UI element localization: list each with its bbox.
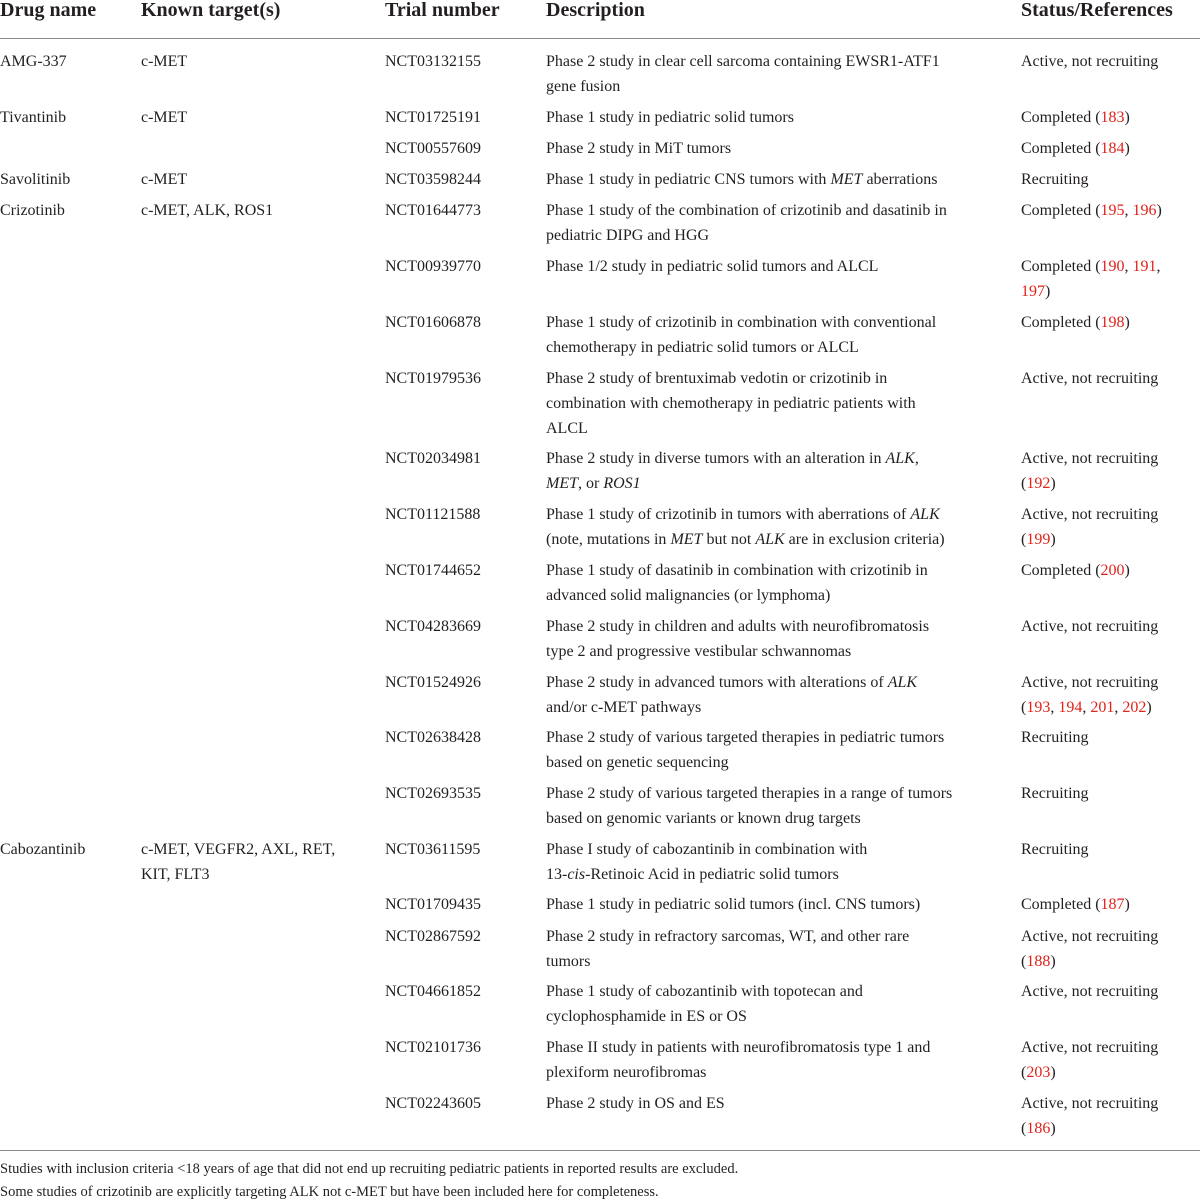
status-text: Active, not recruiting bbox=[1021, 1039, 1159, 1056]
gene-name: ALK bbox=[887, 674, 918, 691]
known-targets-cell bbox=[141, 837, 376, 887]
targets-line-2: KIT, FLT3 bbox=[141, 866, 210, 883]
description-line-2: advanced solid malignancies (or lymphoma) bbox=[546, 587, 831, 604]
trial-number-cell: NCT01524926 bbox=[385, 674, 481, 691]
status-punct: ) bbox=[1124, 562, 1130, 579]
status-punct: ) bbox=[1124, 140, 1130, 157]
gene-name: ALK bbox=[910, 506, 940, 523]
description-cell bbox=[546, 254, 1008, 279]
trial-number-cell: NCT01121588 bbox=[385, 506, 481, 523]
header-drug-name: Drug name bbox=[0, 0, 97, 21]
header-description: Description bbox=[546, 0, 645, 21]
status-text: Active, not recruiting bbox=[1021, 983, 1159, 1000]
description-line-1: Phase 2 study in MiT tumors bbox=[546, 140, 732, 157]
status-punct: ) bbox=[1045, 283, 1051, 300]
status-cell bbox=[1021, 781, 1200, 806]
description-line-3: ALCL bbox=[546, 420, 588, 437]
description-text: Phase 2 study in diverse tumors with an alteration in bbox=[546, 450, 886, 467]
description-cell bbox=[546, 614, 1008, 664]
description-text: are in exclusion criteria) bbox=[784, 531, 945, 548]
status-cell bbox=[1021, 979, 1200, 1004]
reference-link[interactable]: 194 bbox=[1058, 699, 1083, 716]
status-cell bbox=[1021, 614, 1200, 639]
status-text: Active, not recruiting bbox=[1021, 618, 1159, 635]
gene-name: cis bbox=[567, 866, 586, 883]
status-text: Completed ( bbox=[1021, 562, 1101, 579]
description-cell bbox=[546, 837, 1008, 887]
status-text: Active, not recruiting bbox=[1021, 53, 1159, 70]
trial-number-cell: NCT02101736 bbox=[385, 1039, 481, 1056]
description-line-2: tumors bbox=[546, 953, 591, 970]
description-cell bbox=[546, 502, 1008, 552]
description-line-1: Phase 2 study of brentuximab vedotin or crizotinib in bbox=[546, 370, 888, 387]
trial-number-cell: NCT02867592 bbox=[385, 928, 481, 945]
description-cell bbox=[546, 1035, 1008, 1085]
trial-number-cell: NCT03611595 bbox=[385, 841, 481, 858]
status-cell bbox=[1021, 49, 1200, 74]
status-cell bbox=[1021, 837, 1200, 862]
status-cell: Completed (195, 196) bbox=[1021, 202, 1162, 219]
status-punct: ) bbox=[1146, 699, 1152, 716]
description-text: but not bbox=[702, 531, 756, 548]
status-punct: ) bbox=[1124, 314, 1130, 331]
status-cell bbox=[1021, 105, 1200, 130]
description-line-1: Phase 1 study of dasatinib in combination with crizotinib in bbox=[546, 562, 928, 579]
status-cell bbox=[1021, 310, 1200, 335]
status-punct: ) bbox=[1156, 202, 1162, 219]
description-line-1: Phase 2 study in children and adults with neurofibromatosis bbox=[546, 618, 930, 635]
table-bottom-rule bbox=[0, 1150, 1200, 1151]
description-line-1: Phase 1 study of cabozantinib with topotecan and bbox=[546, 983, 863, 1000]
status-cell bbox=[1021, 725, 1200, 750]
status-text: Active, not recruiting bbox=[1021, 370, 1159, 387]
status-text: Completed ( bbox=[1021, 202, 1101, 219]
trial-number-cell: NCT01725191 bbox=[385, 109, 481, 126]
gene-name: ROS1 bbox=[603, 475, 641, 492]
reference-link[interactable]: 196 bbox=[1132, 202, 1157, 219]
description-cell bbox=[546, 1091, 1008, 1116]
known-targets-cell bbox=[141, 105, 376, 130]
status-text: Active, not recruiting bbox=[1021, 928, 1159, 945]
reference-link[interactable]: 184 bbox=[1100, 140, 1125, 157]
gene-name: ALK bbox=[755, 531, 785, 548]
status-cell bbox=[1021, 167, 1200, 192]
footnote-1: Studies with inclusion criteria <18 years of age that did not end up recruiting pediatric patients in reported results are excluded. bbox=[0, 1161, 739, 1177]
description-line-2: combination with chemotherapy in pediatric patients with bbox=[546, 395, 916, 412]
description-line-1: Phase 1 study of crizotinib in combination with conventional bbox=[546, 314, 937, 331]
drug-name-cell: Tivantinib bbox=[0, 109, 67, 126]
description-cell bbox=[546, 725, 1008, 775]
status-text: Recruiting bbox=[1021, 729, 1089, 746]
description-cell bbox=[546, 198, 1008, 248]
description-line-2: and/or c-MET pathways bbox=[546, 699, 702, 716]
description-cell bbox=[546, 892, 1008, 917]
status-punct: ) bbox=[1050, 1064, 1056, 1081]
reference-link[interactable]: 186 bbox=[1026, 1120, 1051, 1137]
header-trial-number: Trial number bbox=[385, 0, 500, 21]
status-text: Completed ( bbox=[1021, 258, 1101, 275]
description-line-1: Phase 1/2 study in pediatric solid tumors and ALCL bbox=[546, 258, 879, 275]
targets-line-1: c-MET bbox=[141, 53, 188, 70]
description-text: Phase 1 study in pediatric CNS tumors with bbox=[546, 171, 831, 188]
description-text: aberrations bbox=[862, 171, 938, 188]
reference-link[interactable]: 202 bbox=[1122, 699, 1147, 716]
reference-link[interactable]: 190 bbox=[1100, 258, 1125, 275]
status-punct: ) bbox=[1124, 896, 1130, 913]
description-line-1: Phase 2 study in refractory sarcomas, WT, and other rare bbox=[546, 928, 910, 945]
description-cell bbox=[546, 979, 1008, 1029]
reference-link[interactable]: 191 bbox=[1132, 258, 1157, 275]
table-header bbox=[0, 0, 1200, 39]
status-text: Active, not recruiting bbox=[1021, 506, 1159, 523]
reference-link[interactable]: 199 bbox=[1026, 531, 1051, 548]
description-cell bbox=[546, 136, 1008, 161]
trial-number-cell: NCT00557609 bbox=[385, 140, 481, 157]
trial-number-cell: NCT01606878 bbox=[385, 314, 481, 331]
header-known-targets: Known target(s) bbox=[141, 0, 281, 21]
status-text: Completed ( bbox=[1021, 140, 1101, 157]
targets-line-1: c-MET, ALK, ROS1 bbox=[141, 202, 274, 219]
status-cell: Active, not recruiting (186) bbox=[1021, 1095, 1159, 1137]
status-text: Recruiting bbox=[1021, 785, 1089, 802]
description-cell bbox=[546, 167, 1008, 192]
status-cell: Active, not recruiting (188) bbox=[1021, 928, 1159, 970]
description-text: Phase 1 study of crizotinib in tumors with aberrations of bbox=[546, 506, 911, 523]
reference-link[interactable]: 200 bbox=[1100, 562, 1125, 579]
reference-link[interactable]: 192 bbox=[1026, 475, 1051, 492]
description-cell bbox=[546, 781, 1008, 831]
header-status-references: Status/References bbox=[1021, 0, 1173, 21]
trial-number-cell: NCT04283669 bbox=[385, 618, 481, 635]
status-text: Completed ( bbox=[1021, 109, 1101, 126]
drug-name-cell: Crizotinib bbox=[0, 202, 65, 219]
description-line-2: cyclophosphamide in ES or OS bbox=[546, 1008, 747, 1025]
reference-link[interactable]: 201 bbox=[1090, 699, 1115, 716]
description-text: 13- bbox=[546, 866, 568, 883]
reference-link[interactable]: 193 bbox=[1026, 699, 1051, 716]
description-line-1: Phase 2 study in clear cell sarcoma containing EWSR1-ATF1 bbox=[546, 53, 940, 70]
known-targets-cell bbox=[141, 167, 376, 192]
description-line-1: Phase I study of cabozantinib in combination with bbox=[546, 841, 868, 858]
reference-link[interactable]: 195 bbox=[1100, 202, 1125, 219]
description-cell bbox=[546, 49, 1008, 99]
status-text: Completed ( bbox=[1021, 896, 1101, 913]
status-text: Active, not recruiting bbox=[1021, 1095, 1159, 1112]
description-line-1: Phase 2 study of various targeted therapies in pediatric tumors bbox=[546, 729, 945, 746]
status-text: Active, not recruiting bbox=[1021, 674, 1159, 691]
trial-number-cell: NCT03132155 bbox=[385, 53, 481, 70]
reference-link[interactable]: 188 bbox=[1026, 953, 1051, 970]
description-cell bbox=[546, 924, 1008, 974]
description-cell bbox=[546, 446, 1008, 496]
description-cell bbox=[546, 366, 1008, 441]
description-line-1: Phase 2 study in OS and ES bbox=[546, 1095, 725, 1112]
reference-link[interactable]: 203 bbox=[1026, 1064, 1051, 1081]
status-cell bbox=[1021, 366, 1200, 391]
trial-number-cell: NCT00939770 bbox=[385, 258, 481, 275]
trial-number-cell: NCT02034981 bbox=[385, 450, 481, 467]
trial-number-cell: NCT01979536 bbox=[385, 370, 481, 387]
status-cell bbox=[1021, 892, 1200, 917]
description-line-2: plexiform neurofibromas bbox=[546, 1064, 707, 1081]
description-text: , bbox=[914, 450, 919, 467]
status-punct: ) bbox=[1050, 475, 1056, 492]
description-line-1: Phase II study in patients with neurofibromatosis type 1 and bbox=[546, 1039, 931, 1056]
gene-name: MET bbox=[546, 475, 578, 492]
drug-name-cell: Savolitinib bbox=[0, 171, 71, 188]
description-line-2: chemotherapy in pediatric solid tumors or ALCL bbox=[546, 339, 859, 356]
trial-number-cell: NCT01709435 bbox=[385, 896, 481, 913]
description-line-2: based on genomic variants or known drug targets bbox=[546, 810, 861, 827]
status-punct: ) bbox=[1050, 1120, 1056, 1137]
reference-link[interactable]: 187 bbox=[1100, 896, 1125, 913]
gene-name: ALK bbox=[885, 450, 915, 467]
reference-link[interactable]: 198 bbox=[1100, 314, 1125, 331]
trial-number-cell: NCT01744652 bbox=[385, 562, 481, 579]
drug-name-cell: AMG-337 bbox=[0, 53, 67, 70]
known-targets-cell bbox=[141, 198, 376, 223]
status-cell bbox=[1021, 136, 1200, 161]
status-cell: Active, not recruiting (193, 194, 201, 202) bbox=[1021, 674, 1159, 716]
description-line-1: Phase 1 study in pediatric solid tumors bbox=[546, 109, 794, 126]
status-text: Completed ( bbox=[1021, 314, 1101, 331]
reference-link[interactable]: 183 bbox=[1100, 109, 1125, 126]
gene-name: MET bbox=[830, 171, 863, 188]
trial-number-cell: NCT01644773 bbox=[385, 202, 481, 219]
status-text: Recruiting bbox=[1021, 171, 1089, 188]
description-cell bbox=[546, 105, 1008, 130]
status-cell: Active, not recruiting (199) bbox=[1021, 506, 1159, 548]
known-targets-cell bbox=[141, 49, 376, 74]
gene-name: MET bbox=[670, 531, 703, 548]
description-line-1: Phase 1 study in pediatric solid tumors (incl. CNS tumors) bbox=[546, 896, 921, 913]
description-text: Phase 2 study in advanced tumors with alterations of bbox=[546, 674, 888, 691]
status-text: Active, not recruiting bbox=[1021, 450, 1159, 467]
description-text: (note, mutations in bbox=[546, 531, 671, 548]
status-cell: Completed (190, 191, 197) bbox=[1021, 258, 1161, 300]
targets-line-1: c-MET bbox=[141, 171, 188, 188]
description-line-2: pediatric DIPG and HGG bbox=[546, 227, 710, 244]
description-cell bbox=[546, 558, 1008, 608]
reference-link[interactable]: 197 bbox=[1021, 283, 1045, 300]
trial-number-cell: NCT02638428 bbox=[385, 729, 481, 746]
description-line-1: Phase 2 study of various targeted therapies in a range of tumors bbox=[546, 785, 953, 802]
description-text: , or bbox=[578, 475, 604, 492]
trial-number-cell: NCT02693535 bbox=[385, 785, 481, 802]
status-punct: ) bbox=[1050, 953, 1056, 970]
description-line-1: Phase 1 study of the combination of crizotinib and dasatinib in bbox=[546, 202, 947, 219]
description-line-2: based on genetic sequencing bbox=[546, 754, 729, 771]
description-line-2: type 2 and progressive vestibular schwannomas bbox=[546, 643, 852, 660]
status-cell: Active, not recruiting (192) bbox=[1021, 450, 1159, 492]
status-cell bbox=[1021, 558, 1200, 583]
description-text: -Retinoic Acid in pediatric solid tumors bbox=[585, 866, 839, 883]
description-cell bbox=[546, 310, 1008, 360]
targets-line-1: c-MET bbox=[141, 109, 188, 126]
description-line-2: gene fusion bbox=[546, 78, 621, 95]
status-punct: ) bbox=[1050, 531, 1056, 548]
status-punct: ) bbox=[1124, 109, 1130, 126]
footnote-2: Some studies of crizotinib are explicitly targeting ALK not c-MET but have been included here for completeness. bbox=[0, 1184, 659, 1200]
trial-number-cell: NCT03598244 bbox=[385, 171, 481, 188]
status-text: Recruiting bbox=[1021, 841, 1089, 858]
drug-name-cell: Cabozantinib bbox=[0, 841, 86, 858]
trial-number-cell: NCT02243605 bbox=[385, 1095, 481, 1112]
trial-number-cell: NCT04661852 bbox=[385, 983, 481, 1000]
description-cell bbox=[546, 670, 1008, 720]
targets-line-1: c-MET, VEGFR2, AXL, RET, bbox=[141, 841, 336, 858]
status-punct: , bbox=[1156, 258, 1161, 275]
status-cell: Active, not recruiting (203) bbox=[1021, 1039, 1159, 1081]
